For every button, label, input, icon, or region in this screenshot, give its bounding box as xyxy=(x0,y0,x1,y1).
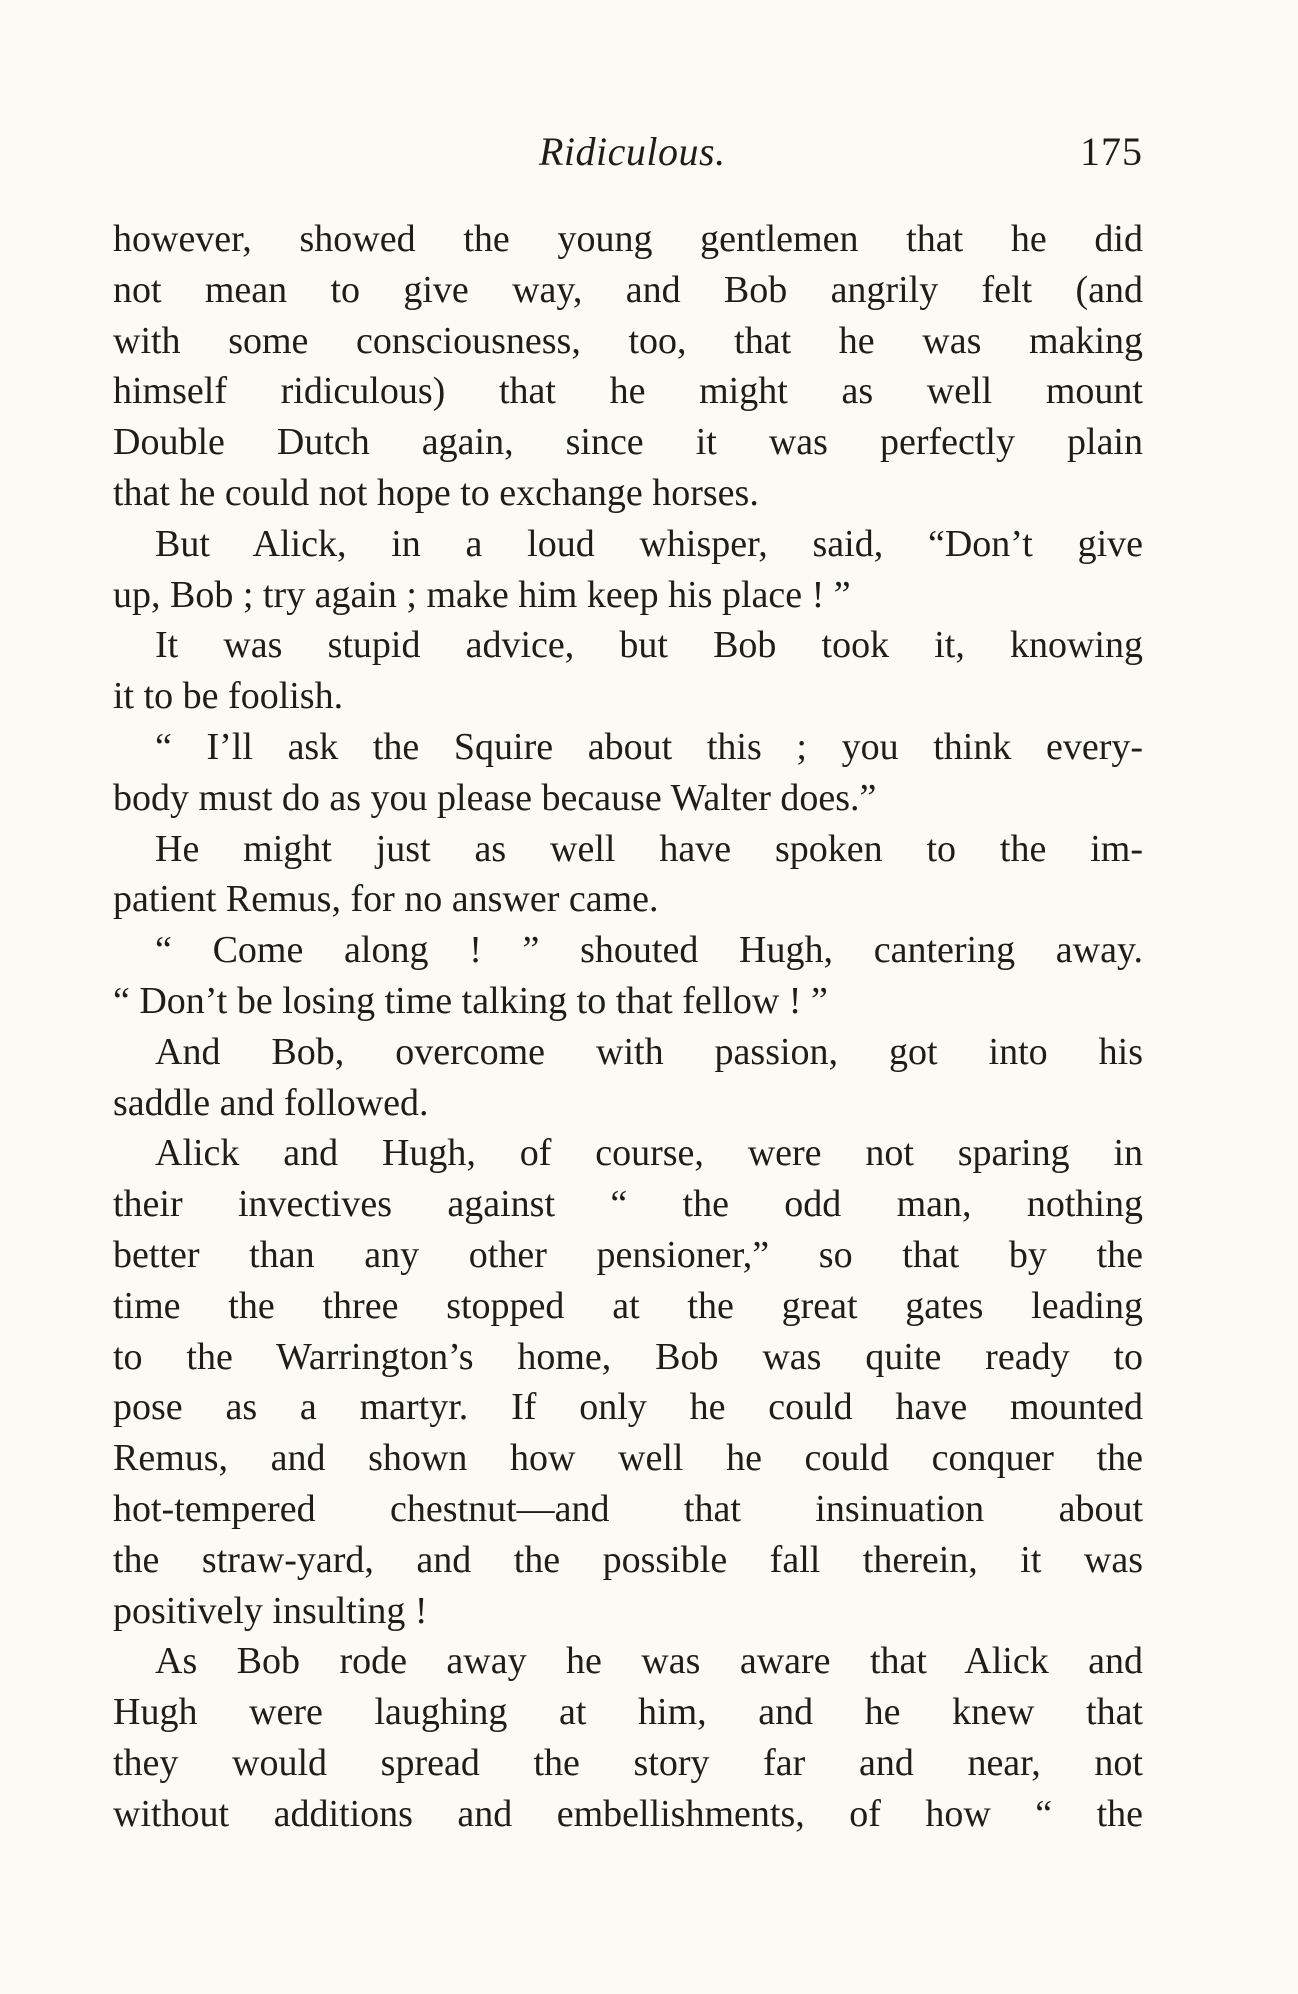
text-line: better than any other pensioner,” so that by the xyxy=(113,1233,1143,1276)
text-line: It was stupid advice, but Bob took it, knowing xyxy=(155,624,1143,667)
text-line: Alick and Hugh, of course, were not sparing in xyxy=(155,1132,1143,1175)
text-line: up, Bob ; try again ; make him keep his place ! ” xyxy=(113,573,851,616)
text-line: But Alick, in a loud whisper, said, “Don’t give xyxy=(155,522,1143,565)
text-line: they would spread the story far and near, not xyxy=(113,1741,1143,1784)
running-title: Ridiculous. xyxy=(539,129,726,174)
text-line: Double Dutch again, since it was perfectly plain xyxy=(113,421,1143,464)
text-line: their invectives against “ the odd man, nothing xyxy=(113,1183,1143,1226)
text-line: And Bob, overcome with passion, got into his xyxy=(155,1030,1143,1073)
text-line: to the Warrington’s home, Bob was quite ready to xyxy=(113,1335,1143,1378)
text-line: Hugh were laughing at him, and he knew that xyxy=(113,1691,1143,1734)
text-line: “ Don’t be losing time talking to that fellow ! ” xyxy=(113,979,828,1022)
text-line: Remus, and shown how well he could conquer the xyxy=(113,1437,1143,1480)
text-line: time the three stopped at the great gates leading xyxy=(113,1284,1143,1327)
text-line: body must do as you please because Walter does.” xyxy=(113,776,877,819)
text-line: He might just as well have spoken to the im- xyxy=(155,827,1143,870)
text-line: without additions and embellishments, of how “ the xyxy=(113,1792,1143,1835)
text-line: As Bob rode away he was aware that Alick and xyxy=(155,1640,1143,1683)
text-line: it to be foolish. xyxy=(113,675,344,718)
text-line: the straw-yard, and the possible fall therein, it was xyxy=(113,1538,1143,1581)
text-line: pose as a martyr. If only he could have mounted xyxy=(113,1386,1143,1429)
text-line: hot-tempered chestnut—and that insinuation about xyxy=(113,1487,1143,1530)
text-line: positively insulting ! xyxy=(113,1589,428,1632)
text-line: saddle and followed. xyxy=(113,1081,429,1124)
text-line: patient Remus, for no answer came. xyxy=(113,878,659,921)
text-line: “ I’ll ask the Squire about this ; you think every- xyxy=(155,725,1143,768)
page-number: 175 xyxy=(1080,129,1143,174)
running-head xyxy=(113,128,1143,188)
text-line: that he could not hope to exchange horses. xyxy=(113,471,759,514)
text-line: not mean to give way, and Bob angrily felt (and xyxy=(113,268,1143,311)
text-line: with some consciousness, too, that he was making xyxy=(113,319,1143,362)
text-line: however, showed the young gentlemen that he did xyxy=(113,218,1143,260)
text-line: himself ridiculous) that he might as well mount xyxy=(113,370,1143,413)
text-line: “ Come along ! ” shouted Hugh, cantering away. xyxy=(155,929,1143,972)
body-text xyxy=(113,214,1143,1840)
